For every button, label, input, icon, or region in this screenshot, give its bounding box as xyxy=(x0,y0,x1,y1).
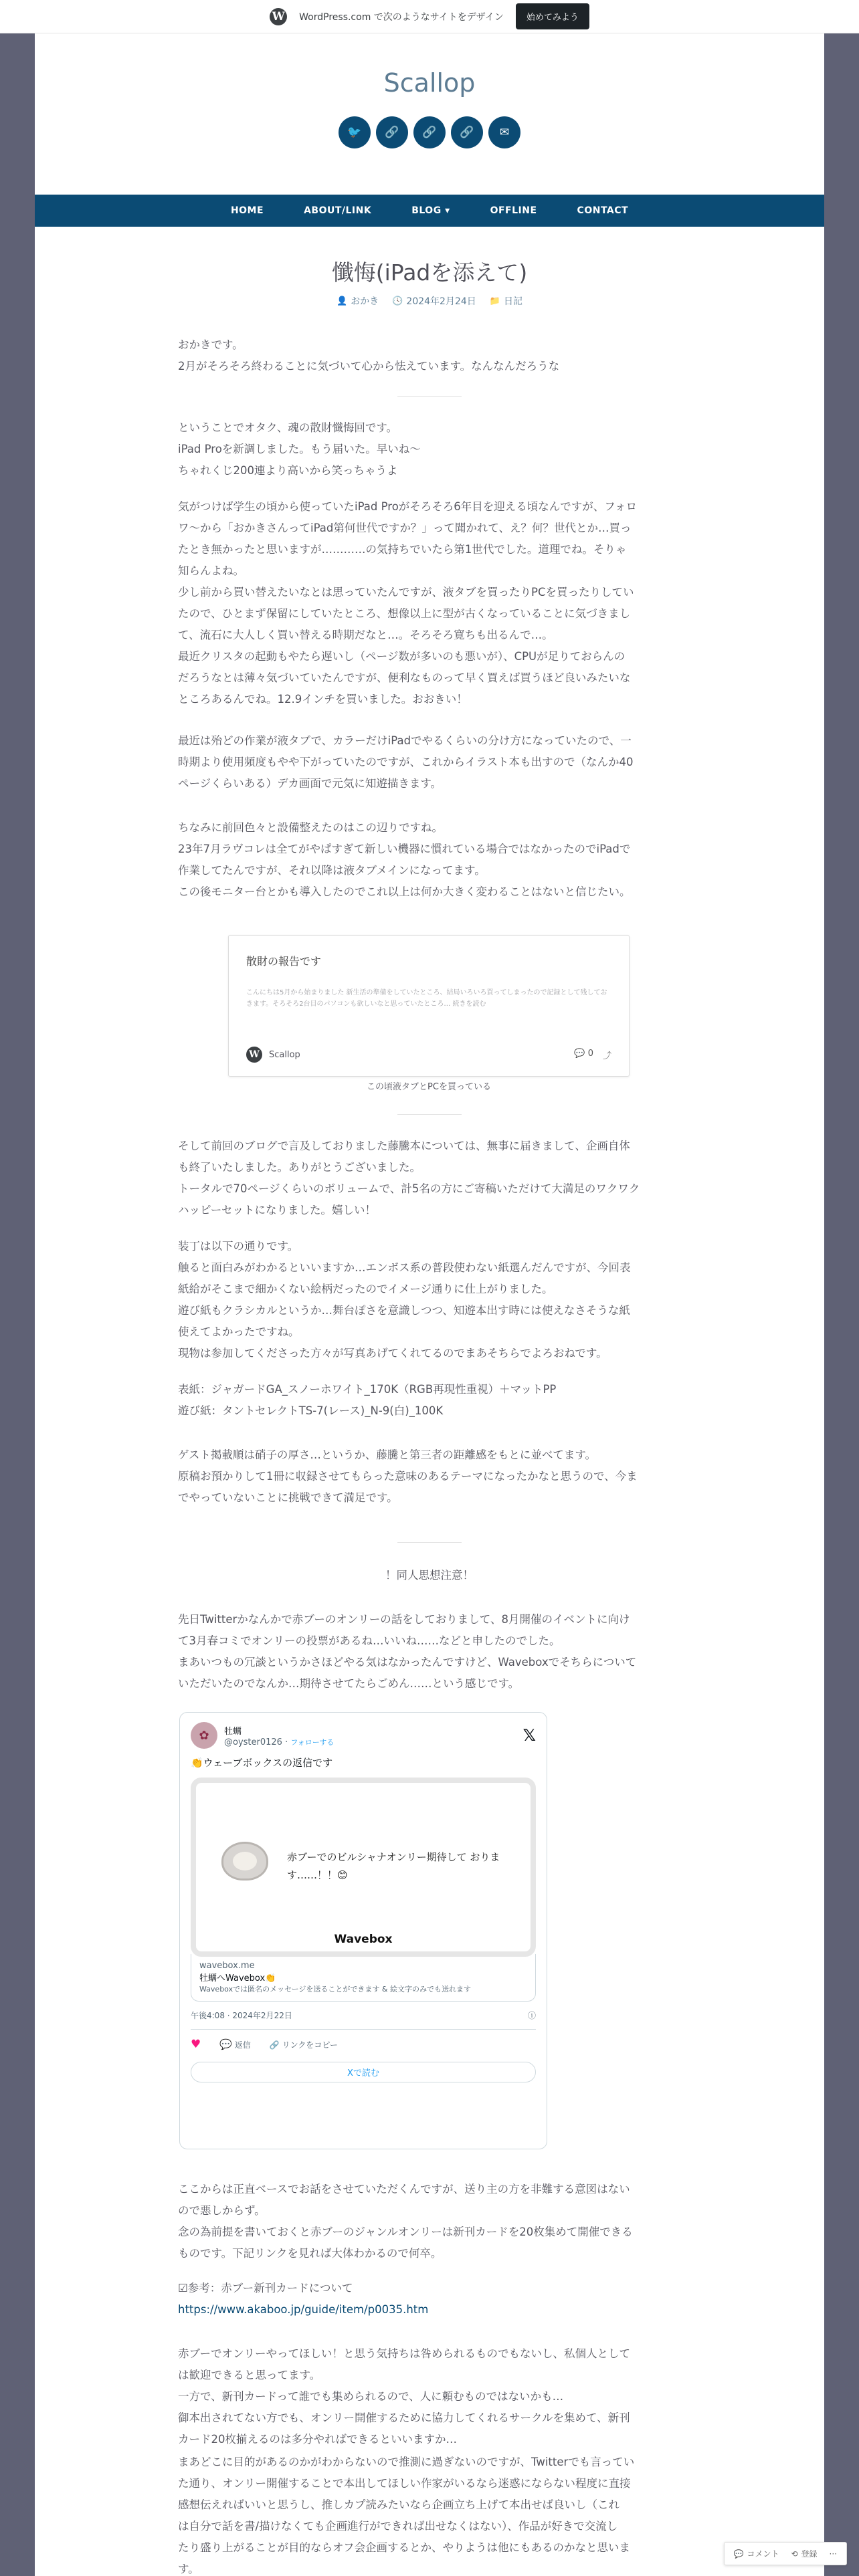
card-message: 赤ブーでのビルシャナオンリー期待して おります……！！😊 xyxy=(287,1851,500,1881)
paragraph xyxy=(178,1136,681,1221)
embedded-post-title[interactable]: 散財の報告です xyxy=(246,955,322,968)
oyster-icon xyxy=(221,1842,268,1881)
clock-icon: 🕓 xyxy=(392,296,403,306)
text-line: 装丁は以下の通りです。 xyxy=(178,1240,299,1253)
text-line: 赤ブーでオンリーやってほしい！と思う気持ちは咎められるものでもないし、私個人として xyxy=(178,2347,631,2360)
post-author[interactable]: おかき xyxy=(351,296,379,307)
page-container xyxy=(35,33,824,2576)
text-line: 遊び紙：タントセレクトTS-7(レース)_N-9(白)_100K xyxy=(178,1404,444,1417)
embed-caption: この頃液タブとPCを買っている xyxy=(367,1082,491,1092)
text-line: も終了いたしました。ありがとうございました。 xyxy=(178,1161,421,1174)
embedded-post-excerpt: こんにちは5月から始まりました 新生活の準備をしていたところ、結局いろいろ買ってしまったので記録として残しておきます。そろそろ2台目のパソコンも欲しいなと思っていたところ… 続きを読む xyxy=(246,989,607,1008)
card-title: 牡蠣へWavebox👏 xyxy=(199,1973,276,1983)
floating-action-bar xyxy=(724,2542,848,2565)
follow-link[interactable]: フォローする xyxy=(290,1737,335,1747)
paragraph xyxy=(178,417,681,481)
text-line: 一方で、新刊カードって誰でも集められるので、人に頼むものではないかも… xyxy=(178,2390,564,2403)
paragraph xyxy=(178,1379,681,1422)
nav-contact[interactable]: CONTACT xyxy=(577,205,629,216)
text-line: ☑参考：赤ブー新刊カードについて xyxy=(178,2282,353,2294)
text-line: 2月がそろそろ終わることに気づいて心から怯えています。なんなんだろうな xyxy=(178,360,560,372)
text-line: 気がつけば学生の頃から使っていたiPad Proがそろそろ6年目を迎える頃なんですが、フォロ xyxy=(178,500,637,513)
comment-label: コメント xyxy=(747,2549,779,2559)
text-line: ちゃれくじ200連より高いから笑っちゃうよ xyxy=(178,464,398,477)
text-line: まあどこに目的があるのかがわからないので推測に過ぎないのですが、Twitterでも言ってい xyxy=(178,2456,635,2468)
paragraph xyxy=(178,496,681,710)
info-icon[interactable]: ⓘ xyxy=(527,2011,536,2020)
text-line: 感想伝えればいいと思うし、推しカプ読みたいなら企画立ち上げて本出せば良いし（これ xyxy=(178,2498,619,2511)
paragraph xyxy=(178,1609,681,1695)
text-line: 知らんよね。 xyxy=(178,564,244,577)
card-brand: Wavebox xyxy=(334,1933,393,1946)
text-line: 念の為前提を書いておくと赤ブーのジャンルオンリーは新刊カードを20枚集めて開催できる xyxy=(178,2226,633,2238)
post-category[interactable]: 日記 xyxy=(503,296,522,307)
wordpress-banner-text: WordPress.com で次のようなサイトをデザイン xyxy=(299,11,504,23)
nav-offline[interactable]: OFFLINE xyxy=(490,205,537,216)
paragraph xyxy=(178,817,681,903)
comment-icon: 💬 xyxy=(733,2549,744,2559)
text-line: トータルで70ページくらいのボリュームで、計5名の方にご寄稿いただけて大満足のワクワク xyxy=(178,1182,640,1195)
paragraph xyxy=(178,2343,681,2450)
text-line: だろうなとは薄々気づいていたんですが、便利なものって早く買えば買うほど良いみたいな xyxy=(178,671,631,684)
text-line: 23年7月ラヴコレは全てがやぱすぎて新しい機器に慣れている場合ではなかったのでiPadで xyxy=(178,843,631,855)
text-line: ところあるんでね。12.9インチを買いました。おおきい！ xyxy=(178,693,468,706)
text-line: そして前回のブログで言及しておりました藤騰本については、無事に届きまして、企画自体 xyxy=(178,1140,630,1152)
text-line: 先日Twitterかなんかで赤ブーのオンリーの話をしておりまして、8月開催のイベントに向け xyxy=(178,1613,630,1626)
read-on-x-button[interactable]: Xで読む xyxy=(191,2062,536,2082)
text-line: た通り、オンリー開催することで本出してほしい作家がいるなら迷惑にならない程度に直接 xyxy=(178,2477,631,2490)
reblog-button[interactable] xyxy=(791,2548,817,2559)
mail-icon[interactable]: ✉ xyxy=(488,116,520,148)
embedded-post-footer xyxy=(246,1047,611,1063)
text-line: ので悪しからず。 xyxy=(178,2204,266,2217)
text-line: ここからは正直ベースでお話をさせていただくんですが、送り主の方を非難する意図はない xyxy=(178,2183,630,2195)
link-icon[interactable]: 🔗 xyxy=(376,116,408,148)
text-line: カード20枚揃えるのは多分やればできるといいますか… xyxy=(178,2433,457,2446)
text-line: 最近クリスタの起動もやたら遅いし（ページ数が多いのも悪いが）、CPUが足りておらんの xyxy=(178,650,626,663)
text-line: ゲスト掲載順は硝子の厚さ…というか、藤騰と第三者の距離感をもとに並べてます。 xyxy=(178,1448,597,1461)
text-line: でやっていないことに挑戦できて満足です。 xyxy=(178,1491,398,1504)
text-line: ちなみに前回色々と設備整えたのはこの辺りですね。 xyxy=(178,821,443,834)
wordpress-logo-icon: W xyxy=(270,8,287,25)
get-started-button[interactable]: 始めてみよう xyxy=(516,3,589,29)
nav-home[interactable]: HOME xyxy=(230,205,264,216)
share-icon[interactable]: ⤴ xyxy=(602,1051,611,1061)
text-line: 少し前から買い替えたいなとは思っていたんですが、液タブを買ったりPCを買ったりしてい xyxy=(178,586,634,599)
text-line: す。 xyxy=(178,2563,199,2575)
text-line: は歓迎できると思ってます。 xyxy=(178,2369,321,2381)
reblog-label: 登録 xyxy=(801,2549,818,2559)
reblog-icon: ⟲ xyxy=(791,2549,798,2559)
paragraph xyxy=(178,2179,681,2264)
paragraph xyxy=(178,1236,681,1364)
text-line: 使えてよかったですね。 xyxy=(178,1325,300,1338)
text-line: 表紙：ジャガードGA_スノーホワイト_170K（RGB再現性重視）＋マットPP xyxy=(178,1383,557,1396)
text-line: たり盛り上がることが目的ならオフ会企画するとか、やりようは他にもあるのかなと思いま xyxy=(178,2541,631,2554)
paragraph xyxy=(178,2452,681,2576)
tweet-text: 👏ウェーブボックスの返信です xyxy=(191,1757,333,1769)
text-line: いただいたのでなんか…期待させてたらごめん……という感じです。 xyxy=(178,1677,520,1690)
wordpress-banner xyxy=(0,0,859,33)
text-line: 最近は殆どの作業が液タブで、カラーだけiPadでやるくらいの分け方になっていたので、一 xyxy=(178,734,632,747)
separator xyxy=(397,396,462,397)
text-line: 現物は参加してくださった方々が写真あげてくれてるのでまあそちらでよろおねです。 xyxy=(178,1347,607,1360)
nav-about-link[interactable]: ABOUT/LINK xyxy=(304,205,372,216)
text-line: ものです。下記リンクを見れば大体わかるので何卒。 xyxy=(178,2247,442,2260)
comment-button[interactable] xyxy=(734,2548,779,2559)
text-line: たので、ひとまず保留にしていたところ、想像以上に型が古くなっていることに気づきまし xyxy=(178,607,631,620)
wordpress-logo-icon: W xyxy=(246,1047,262,1063)
copy-link-label[interactable]: リンクをコピー xyxy=(282,2040,338,2050)
site-title[interactable]: Scallop xyxy=(383,68,476,98)
link-icon[interactable]: 🔗 xyxy=(451,116,483,148)
text-line: ということでオタク、魂の散財懺悔回です。 xyxy=(178,421,398,434)
social-links xyxy=(35,116,824,148)
divider xyxy=(191,2029,536,2030)
reference-link[interactable]: https://www.akaboo.jp/guide/item/p0035.htm xyxy=(178,2303,429,2316)
author-icon: 👤 xyxy=(337,296,348,306)
text-line: iPad Proを新調しました。もう届いた。早いね〜 xyxy=(178,443,421,455)
text-line: おかきです。 xyxy=(178,338,244,351)
text-line: 遊び紙もクラシカルというか…舞台ぽさを意識しつつ、知遊本出す時には使えなさそうな紙 xyxy=(178,1304,630,1317)
card-domain: wavebox.me xyxy=(199,1961,255,1971)
text-line: 紙給がそこまで細かくない絵柄だったのでイメージ通りに仕上がりました。 xyxy=(178,1283,553,1295)
comment-count: 0 xyxy=(587,1048,593,1059)
reply-icon[interactable]: 💬 xyxy=(219,2038,232,2050)
link-card-image[interactable] xyxy=(191,1778,536,1957)
text-line: ワ〜から「おかきさんってiPad第何世代ですか？」って聞かれて、え？何？世代とか…買っ xyxy=(178,522,632,534)
paragraph-warning xyxy=(178,1565,681,1586)
text-line: まあいつもの冗談というかさほどやる気はなかったんですけど、Waveboxでそちらについて xyxy=(178,1656,637,1669)
link-icon[interactable]: 🔗 xyxy=(413,116,446,148)
text-line: ページくらいある）デカ画面で元気に知遊描きます。 xyxy=(178,777,442,790)
separator xyxy=(397,1542,462,1543)
paragraph xyxy=(178,730,681,794)
text-line: 時期より使用頻度もやや下がっていたのですが、これからイラスト本も出すので（なんか40 xyxy=(178,756,634,768)
text-line: この後モニター台とかも導入したのでこれ以上は何か大きく変わることはないと信じたい。 xyxy=(178,885,631,898)
embedded-post-site[interactable]: Scallop xyxy=(269,1049,300,1060)
text-line: たとき無かったと思いますが…………の気持ちでいたら第1世代でした。道理でね。そりゃ xyxy=(178,543,627,556)
link-icon[interactable]: 🔗 xyxy=(269,2040,280,2050)
avatar[interactable]: ✿ xyxy=(191,1722,217,1749)
text-line: 触ると面白みがわかるといいますか…エンボス系の普段使わない紙選んだんですが、今回表 xyxy=(178,1261,631,1274)
nav-blog[interactable]: BLOG ▾ xyxy=(411,205,450,216)
text-line: 作業してたんですが、それ以降は液タブメインになってます。 xyxy=(178,864,486,877)
comment-icon[interactable]: 💬 0 xyxy=(574,1048,593,1059)
heart-icon[interactable]: ♥ xyxy=(191,2038,201,2051)
paragraph-reference xyxy=(178,2278,681,2321)
more-button[interactable]: ··· xyxy=(829,2549,837,2559)
embedded-post[interactable] xyxy=(228,935,630,1077)
separator xyxy=(397,1114,462,1115)
paragraph xyxy=(178,1444,681,1509)
text-line: て3月春コミでオンリーの投票があるね…いいね……などと申したのでした。 xyxy=(178,1634,561,1647)
tweet-author-handle[interactable]: @oyster0126 xyxy=(224,1737,282,1747)
folder-icon: 📁 xyxy=(489,296,500,306)
main-navigation xyxy=(35,195,824,227)
text-line: 御本出されてない方でも、オンリー開催するために協力してくれるサークルを集めて、新刊 xyxy=(178,2411,630,2424)
reply-label[interactable]: 返信 xyxy=(234,2040,251,2050)
card-description: Waveboxでは匿名のメッセージを送ることができます & 絵文字のみでも送れます xyxy=(199,1985,471,1994)
link-card-meta[interactable] xyxy=(191,1954,536,2002)
x-logo-icon[interactable]: 𝕏 xyxy=(522,1726,536,1745)
post-meta xyxy=(35,294,824,308)
embedded-tweet[interactable]: ✿ 牡蠣 @oyster0126 · フォローする 𝕏 👏ウェーブボックスの返信です 赤ブーでのビルシャナオンリー期待して おります……！！😊 Wavebox wavebox.me 牡蠣へWavebox👏 Waveboxでは匿名のメッセージを送ることができます & 絵文字のみでも送れます 午後4:08 · 2024年2月22日 ⓘ ♥ 💬 返信 🔗 リンクをコピー Xで読む xyxy=(179,1712,547,2149)
text-line: 原稿お預かりして1冊に収録させてもらった意味のあるテーマになったかなと思うので、今ま xyxy=(178,1470,638,1483)
text-line: て、流石に大人しく買い替える時期だなと…。そろそろ寛ちも出るんで…。 xyxy=(178,629,553,641)
post-date[interactable]: 2024年2月24日 xyxy=(406,296,476,307)
text-line: は自分で話を書/描けなくても企画進行ができれば出せなくはない）、作品が好きで交流し xyxy=(178,2520,618,2533)
tweet-author-name[interactable]: 牡蠣 xyxy=(224,1726,242,1737)
tweet-timestamp[interactable]: 午後4:08 · 2024年2月22日 xyxy=(191,2011,292,2020)
paragraph-intro xyxy=(178,334,681,377)
text-line: ハッピーセットになりました。嬉しい！ xyxy=(178,1204,377,1216)
twitter-icon[interactable]: 🐦 xyxy=(339,116,371,148)
post-title: 懺悔(iPadを添えて) xyxy=(331,259,528,286)
text-line: ！同人思想注意！ xyxy=(385,1569,474,1582)
